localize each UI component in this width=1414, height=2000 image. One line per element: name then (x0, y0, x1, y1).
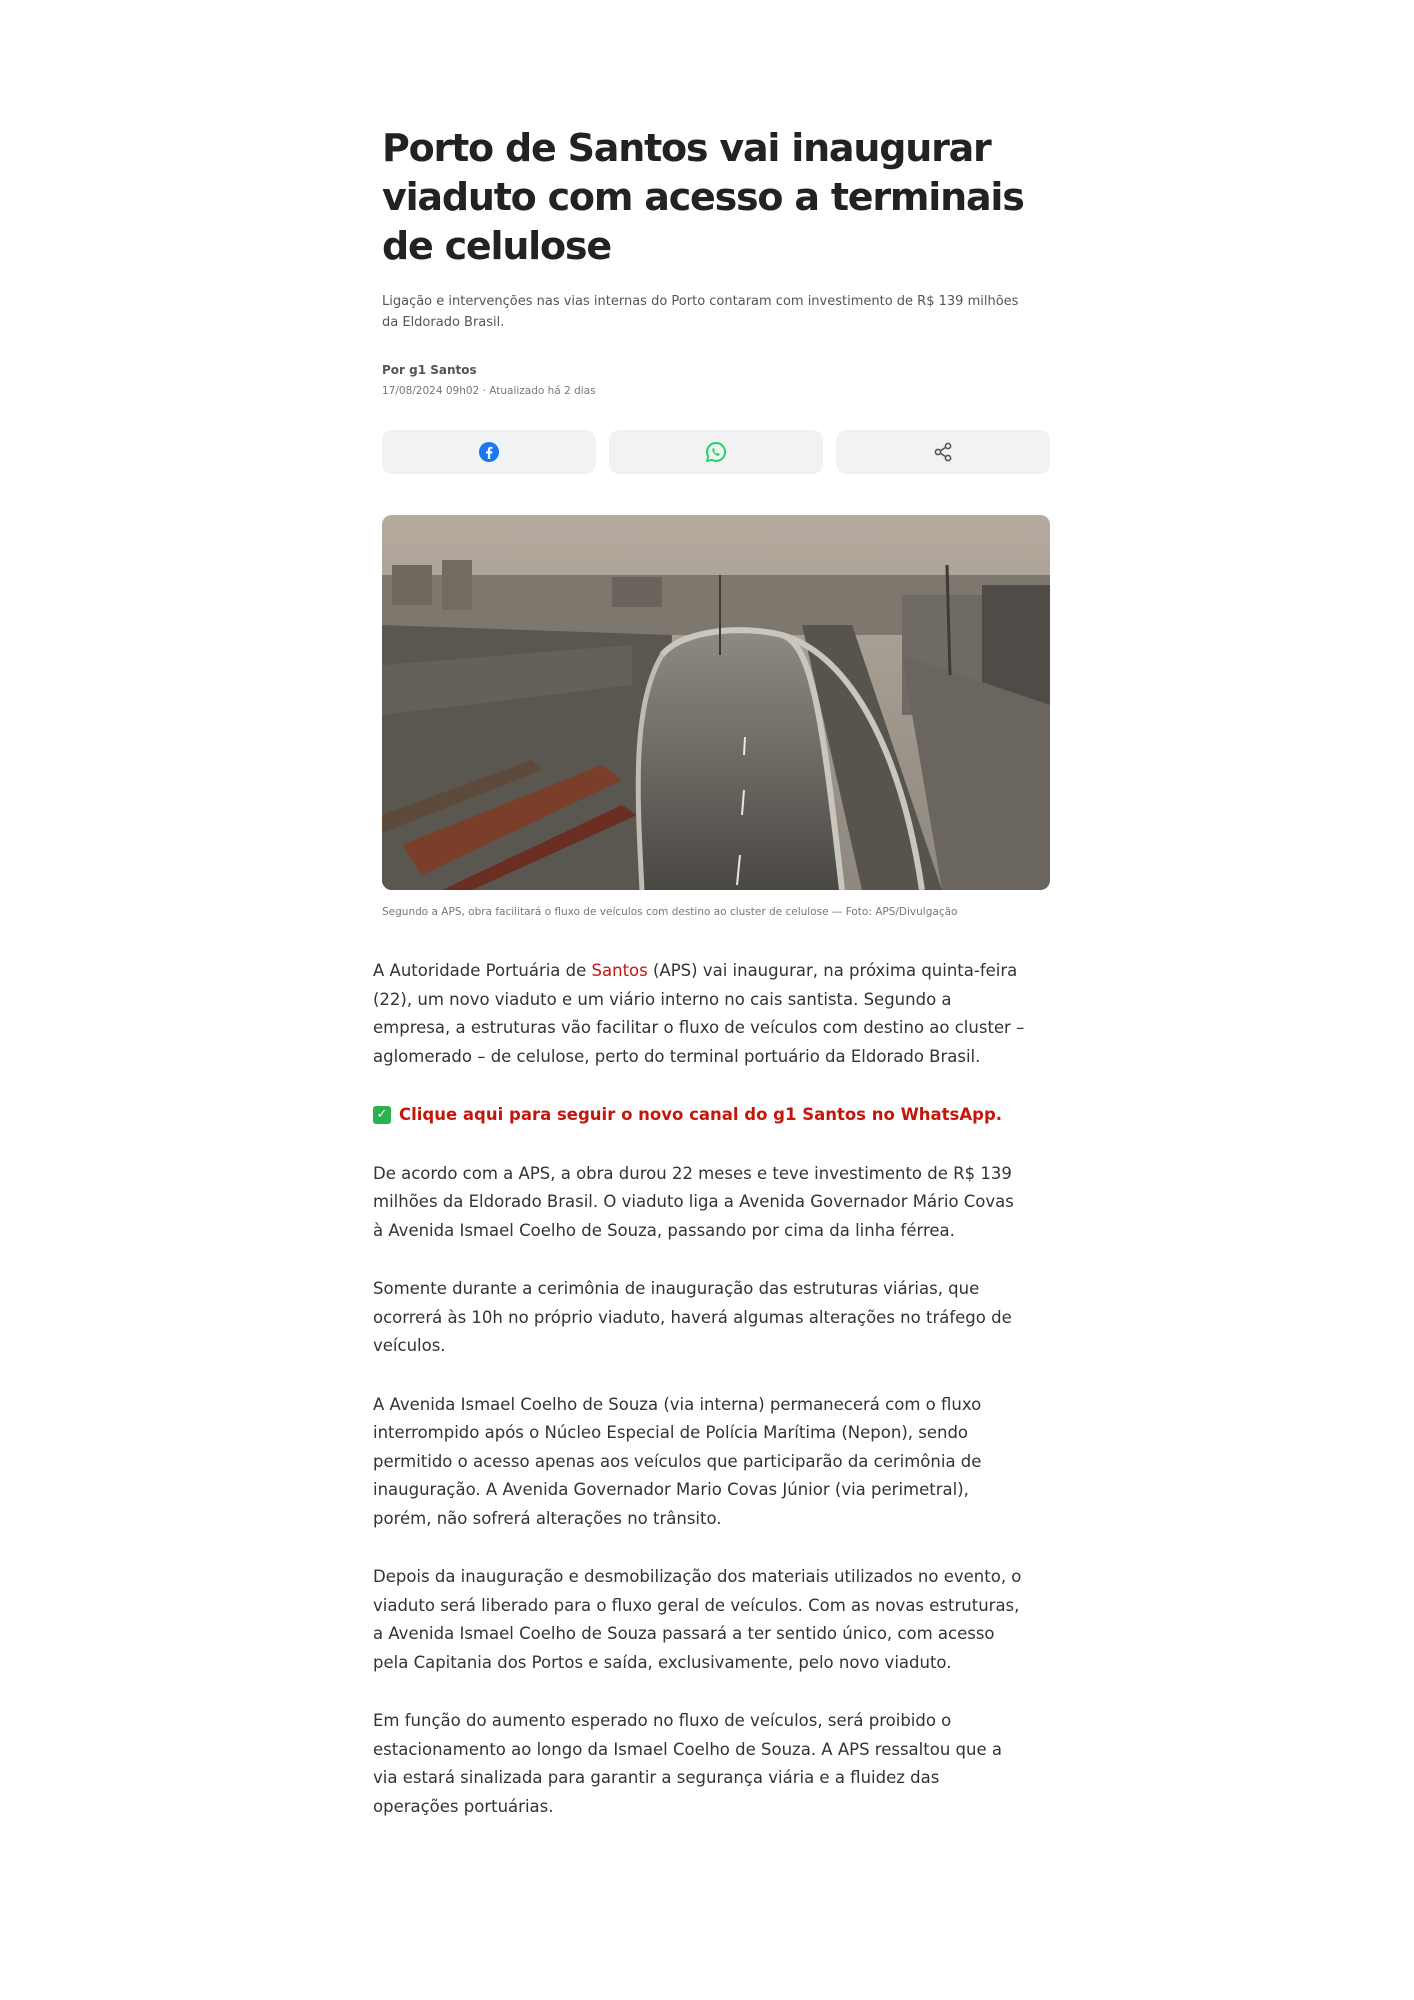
whatsapp-channel-label[interactable]: Clique aqui para seguir o novo canal do g1 Santos no WhatsApp. (399, 1105, 1003, 1124)
paragraph: A Autoridade Portuária de Santos (APS) vai inaugurar, na próxima quinta-feira (22), um novo viaduto e um viário interno no cais santista. Segundo a empresa, a estruturas vão facilitar o fluxo de veículos com destino ao cluster – aglomerado – de celulose, perto do terminal portuário da Eldorado Brasil. (373, 961, 1025, 1066)
share-whatsapp-button[interactable] (609, 430, 823, 474)
photo-caption: Segundo a APS, obra facilitará o fluxo de veículos com destino ao cluster de celulose — Foto: APS/Divulgação (382, 906, 958, 918)
paragraph: Depois da inauguração e desmobilização dos materiais utilizados no evento, o viaduto será liberado para o fluxo geral de veículos. Com as novas estruturas, a Avenida Ismael Coelho de Souza passará a ter sentido único, com acesso pela Capitania dos Portos e saída, exclusivamente, pelo novo viaduto. (373, 1567, 1022, 1672)
article-body (373, 957, 1029, 1851)
byline: Por g1 Santos (382, 363, 477, 377)
paragraph: De acordo com a APS, a obra durou 22 meses e teve investimento de R$ 139 milhões da Eldorado Brasil. O viaduto liga a Avenida Governador Mário Covas à Avenida Ismael Coelho de Souza, passando por cima da linha férrea. (373, 1163, 1014, 1240)
facebook-icon (478, 441, 500, 463)
article-photo (382, 515, 1050, 890)
share-more-button[interactable] (836, 430, 1050, 474)
checkmark-icon: ✓ (373, 1106, 391, 1124)
paragraph: Em função do aumento esperado no fluxo de veículos, será proibido o estacionamento ao longo da Ismael Coelho de Souza. A APS ressaltou que a via estará sinalizada para garantir a segurança viária e a fluidez das operações portuárias. (373, 1711, 1002, 1816)
whatsapp-channel-link[interactable] (373, 1101, 1029, 1130)
share-icon (932, 441, 954, 463)
article-subtitle: Ligação e intervenções nas vias internas do Porto contaram com investimento de R$ 139 milhões da Eldorado Brasil. (382, 294, 1019, 330)
article-title: Porto de Santos vai inaugurar viaduto com acesso a terminais de celulose (382, 126, 1024, 268)
whatsapp-icon (704, 440, 728, 464)
santos-link[interactable]: Santos (591, 961, 648, 980)
paragraph: Somente durante a cerimônia de inauguração das estruturas viárias, que ocorrerá às 10h no próprio viaduto, haverá algumas alterações no tráfego de veículos. (373, 1279, 1012, 1355)
dateline: 17/08/2024 09h02 · Atualizado há 2 dias (382, 385, 596, 397)
paragraph: A Avenida Ismael Coelho de Souza (via interna) permanecerá com o fluxo interrompido após o Núcleo Especial de Polícia Marítima (Nepon), sendo permitido o acesso apenas aos veículos que participarão da cerimônia de inauguração. A Avenida Governador Mario Covas Júnior (via perimetral), porém, não sofrerá alterações no trânsito. (373, 1394, 982, 1528)
share-facebook-button[interactable] (382, 430, 596, 474)
